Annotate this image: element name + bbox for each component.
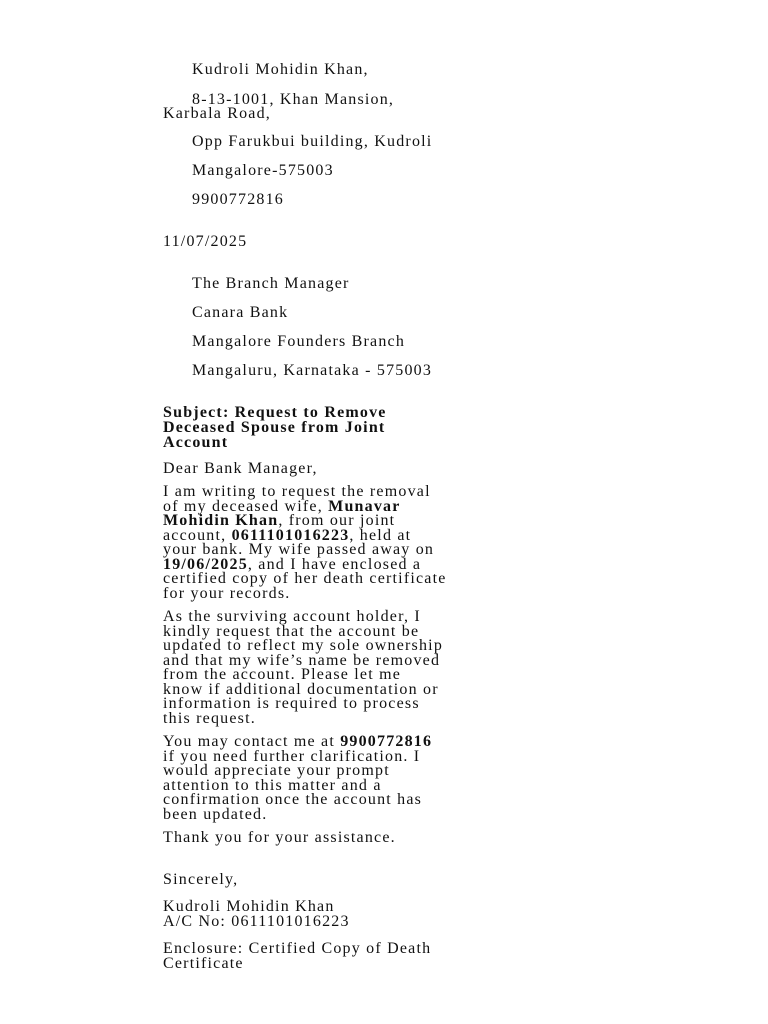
recipient-branch: Mangalore Founders Branch (192, 333, 406, 350)
text-span: account, (163, 526, 232, 544)
account-number-bold: 0611101016223 (231, 526, 350, 544)
paragraph-line: would appreciate your prompt (163, 762, 390, 779)
paragraph-line: As the surviving account holder, I (163, 608, 421, 625)
paragraph-line: been updated. (163, 805, 268, 823)
paragraph-line: your bank. My wife passed away on (163, 541, 435, 558)
paragraph-line: and that my wife’s name be removed (163, 651, 441, 669)
salutation: Dear Bank Manager, (163, 460, 318, 477)
phone-number-bold: 9900772816 (340, 733, 433, 750)
wife-name-bold: Munavar (328, 497, 401, 515)
paragraph-line: certified copy of her death certificate (163, 570, 447, 587)
wife-name-bold: Mohidin Khan (163, 512, 279, 529)
sender-phone: 9900772816 (192, 191, 284, 208)
sender-address-line2: Opp Farukbui building, Kudroli (192, 133, 433, 150)
sender-city: Mangalore-575003 (192, 162, 334, 179)
subject-line (163, 405, 387, 450)
paragraph-line: confirmation once the account has (163, 791, 423, 808)
paragraph-line: attention to this matter and a (163, 776, 382, 794)
closing: Sincerely, (163, 871, 239, 888)
paragraph-line: from the account. Please let me (163, 666, 402, 683)
paragraph-line: kindly request that the account be (163, 622, 420, 640)
enclosure-line-1: Enclosure: Certified Copy of Death (163, 940, 432, 957)
text-span: You may contact me at (163, 733, 341, 750)
signature-name: Kudroli Mohidin Khan (163, 898, 335, 915)
paragraph-line: know if additional documentation or (163, 680, 439, 698)
sender-name: Kudroli Mohidin Khan, (192, 61, 369, 78)
body-paragraph-1 (163, 485, 447, 601)
sender-address-line1: 8-13-1001, Khan Mansion, (192, 91, 395, 108)
paragraph-line: I am writing to request the removal (163, 483, 431, 500)
paragraph-line: updated to reflect my sole ownership (163, 637, 444, 654)
text-span: , and I have enclosed a (247, 555, 422, 573)
paragraph-line: this request. (163, 709, 256, 727)
paragraph-line: if you need further clarification. I (163, 747, 421, 765)
recipient-location: Mangaluru, Karnataka - 575003 (192, 362, 433, 379)
sender-address-line1-wrap: Karbala Road, (163, 105, 272, 122)
subject-line-1: Subject: Request to Remove (163, 404, 387, 421)
recipient-title: The Branch Manager (192, 275, 350, 292)
text-span: , from our joint (278, 512, 396, 529)
letter-date: 11/07/2025 (163, 233, 248, 250)
text-span: , held at (349, 526, 412, 544)
enclosure-line-2: Certificate (163, 954, 244, 972)
signature-account: A/C No: 0611101016223 (163, 912, 350, 930)
subject-line-3: Account (163, 434, 229, 451)
body-paragraph-2 (163, 610, 443, 726)
body-paragraph-3 (163, 735, 432, 822)
death-date-bold: 19/06/2025 (163, 555, 248, 573)
enclosure (163, 942, 431, 971)
subject-line-2: Deceased Spouse from Joint (163, 419, 386, 436)
signature-block (163, 900, 350, 929)
thanks-line: Thank you for your assistance. (163, 829, 396, 846)
text-span: of my deceased wife, (163, 497, 329, 515)
paragraph-line: information is required to process (163, 695, 420, 712)
recipient-bank: Canara Bank (192, 304, 289, 321)
paragraph-line: for your records. (163, 584, 291, 602)
